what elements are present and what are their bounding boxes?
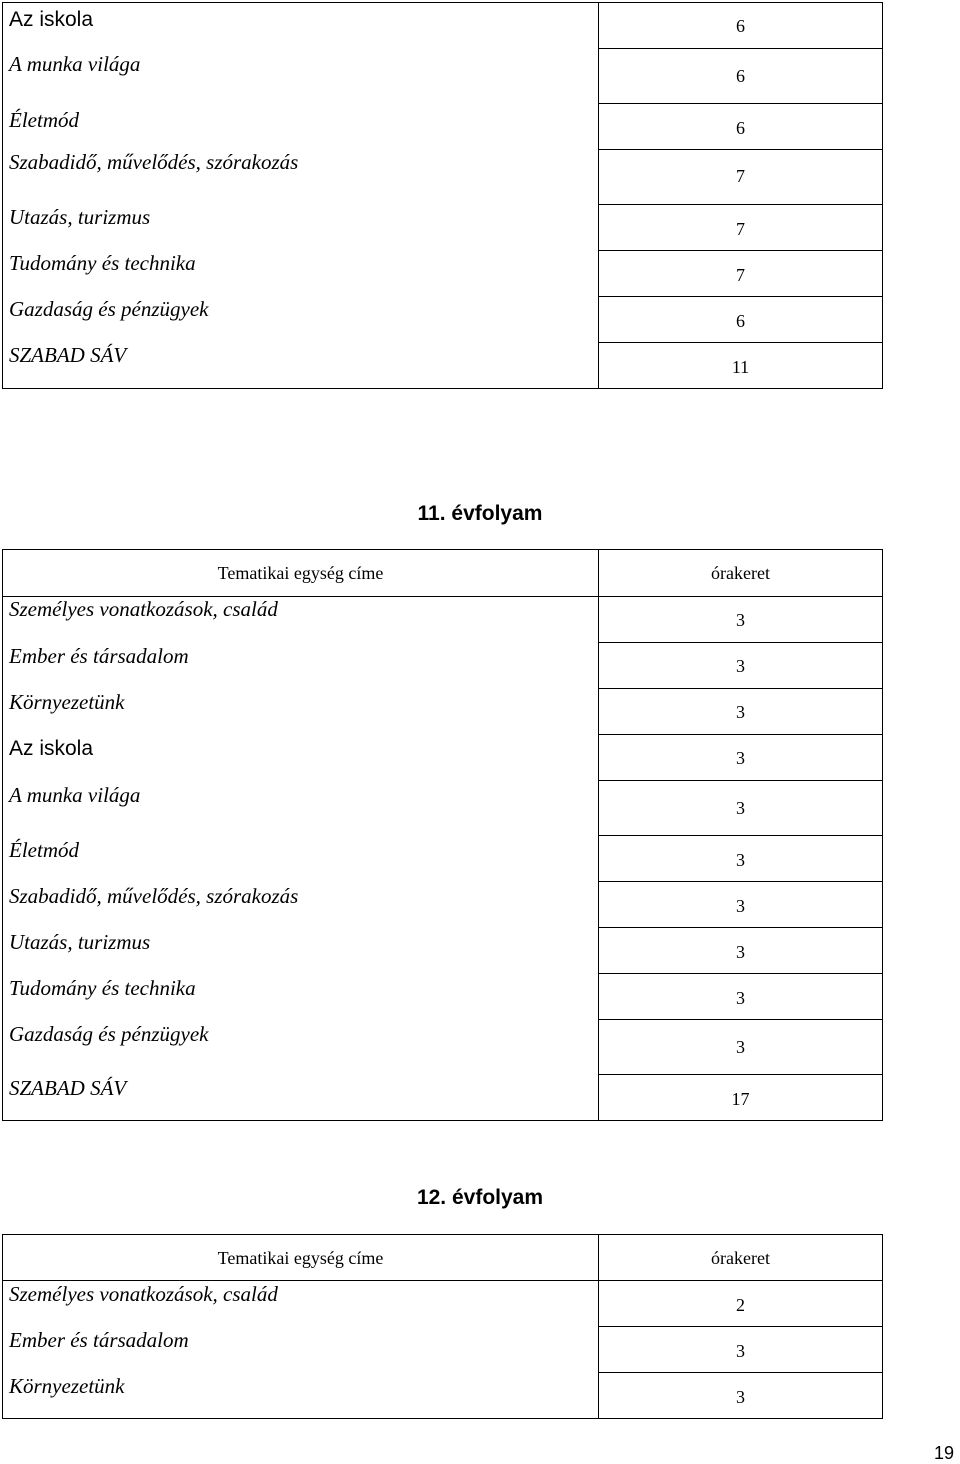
hours-value: 3	[736, 748, 745, 768]
header-topic-cell	[3, 550, 599, 597]
hours-value: 6	[736, 16, 745, 36]
topic-cell	[3, 3, 599, 49]
topic-label: Életmód	[9, 837, 79, 862]
topic-label: Gazdaság és pénzügyek	[9, 296, 209, 321]
header-hours-cell	[599, 550, 883, 597]
hours-cell	[599, 836, 883, 882]
topic-cell	[3, 150, 599, 205]
topic-cell	[3, 1281, 599, 1327]
hours-value: 6	[736, 311, 745, 331]
topic-cell	[3, 643, 599, 689]
topic-label: Környezetünk	[9, 689, 125, 714]
grade-11-title: 11. évfolyam	[417, 502, 543, 525]
header-topic-label: Tematikai egység címe	[217, 1248, 384, 1268]
hours-value: 3	[736, 988, 745, 1008]
topic-cell	[3, 1075, 599, 1121]
header-hours-cell	[599, 1235, 883, 1281]
topic-cell	[3, 781, 599, 836]
hours-cell	[599, 974, 883, 1020]
topic-cell	[3, 343, 599, 389]
topic-cell	[3, 297, 599, 343]
topic-label: A munka világa	[9, 51, 141, 76]
hours-cell	[599, 3, 883, 49]
hours-cell	[599, 1327, 883, 1373]
hours-value: 3	[736, 1341, 745, 1361]
hours-value: 7	[736, 219, 745, 239]
topic-table-continued	[2, 2, 883, 389]
topic-label: Környezetünk	[9, 1373, 125, 1398]
hours-value: 3	[736, 850, 745, 870]
topic-cell	[3, 251, 599, 297]
topic-cell	[3, 689, 599, 735]
topic-label: Tudomány és technika	[9, 975, 196, 1000]
hours-cell	[599, 343, 883, 389]
header-topic-cell	[3, 1235, 599, 1281]
topic-label: SZABAD SÁV	[9, 1075, 127, 1100]
hours-cell	[599, 297, 883, 343]
hours-value: 6	[736, 66, 745, 86]
hours-cell	[599, 735, 883, 781]
topic-cell	[3, 928, 599, 974]
hours-value: 3	[736, 896, 745, 916]
hours-cell	[599, 104, 883, 150]
topic-cell	[3, 205, 599, 251]
hours-value: 3	[736, 656, 745, 676]
topic-cell	[3, 49, 599, 104]
topic-cell	[3, 1373, 599, 1419]
hours-value: 3	[736, 610, 745, 630]
header-hours-label: órakeret	[711, 563, 770, 583]
hours-cell	[599, 49, 883, 104]
hours-cell	[599, 1281, 883, 1327]
hours-value: 7	[736, 166, 745, 186]
hours-value: 3	[736, 942, 745, 962]
hours-cell	[599, 251, 883, 297]
hours-cell	[599, 781, 883, 836]
page-number: 19	[933, 1443, 954, 1463]
grade-11-table	[2, 549, 883, 1121]
topic-cell	[3, 974, 599, 1020]
hours-cell	[599, 882, 883, 928]
hours-value: 6	[736, 118, 745, 138]
topic-label: Személyes vonatkozások, család	[9, 597, 278, 621]
topic-label: Ember és társadalom	[9, 643, 189, 668]
header-hours-label: órakeret	[711, 1248, 770, 1268]
topic-label: Szabadidő, művelődés, szórakozás	[9, 883, 299, 908]
topic-label: Tudomány és technika	[9, 250, 196, 275]
topic-label: Utazás, turizmus	[9, 204, 151, 229]
hours-value: 2	[736, 1295, 745, 1315]
topic-label: A munka világa	[9, 782, 141, 807]
grade-12-table	[2, 1234, 883, 1419]
hours-value: 7	[736, 265, 745, 285]
topic-label: Életmód	[9, 107, 79, 132]
topic-label: Gazdaság és pénzügyek	[9, 1021, 209, 1046]
grade-12-title: 12. évfolyam	[416, 1186, 544, 1209]
topic-label: Ember és társadalom	[9, 1327, 189, 1352]
topic-cell	[3, 104, 599, 150]
header-topic-label: Tematikai egység címe	[217, 563, 384, 583]
hours-value: 3	[736, 702, 745, 722]
topic-label: Szabadidő, művelődés, szórakozás	[9, 149, 299, 174]
hours-cell	[599, 643, 883, 689]
hours-cell	[599, 597, 883, 643]
hours-cell	[599, 928, 883, 974]
hours-value: 11	[731, 357, 750, 377]
topic-label: Utazás, turizmus	[9, 929, 151, 954]
hours-cell	[599, 150, 883, 205]
topic-cell	[3, 597, 599, 643]
topic-cell	[3, 1020, 599, 1075]
hours-cell	[599, 1373, 883, 1419]
hours-cell	[599, 689, 883, 735]
topic-label: SZABAD SÁV	[9, 342, 127, 367]
topic-cell	[3, 882, 599, 928]
topic-cell	[3, 735, 599, 781]
topic-cell	[3, 1327, 599, 1373]
topic-label: Az iskola	[9, 8, 94, 31]
hours-cell	[599, 205, 883, 251]
hours-value: 3	[736, 798, 745, 818]
hours-value: 3	[736, 1037, 745, 1057]
hours-value: 17	[731, 1089, 750, 1109]
topic-label: Az iskola	[9, 736, 94, 760]
topic-cell	[3, 836, 599, 882]
topic-label: Személyes vonatkozások, család	[9, 1282, 278, 1306]
hours-cell	[599, 1020, 883, 1075]
hours-cell	[599, 1075, 883, 1121]
hours-value: 3	[736, 1387, 745, 1407]
